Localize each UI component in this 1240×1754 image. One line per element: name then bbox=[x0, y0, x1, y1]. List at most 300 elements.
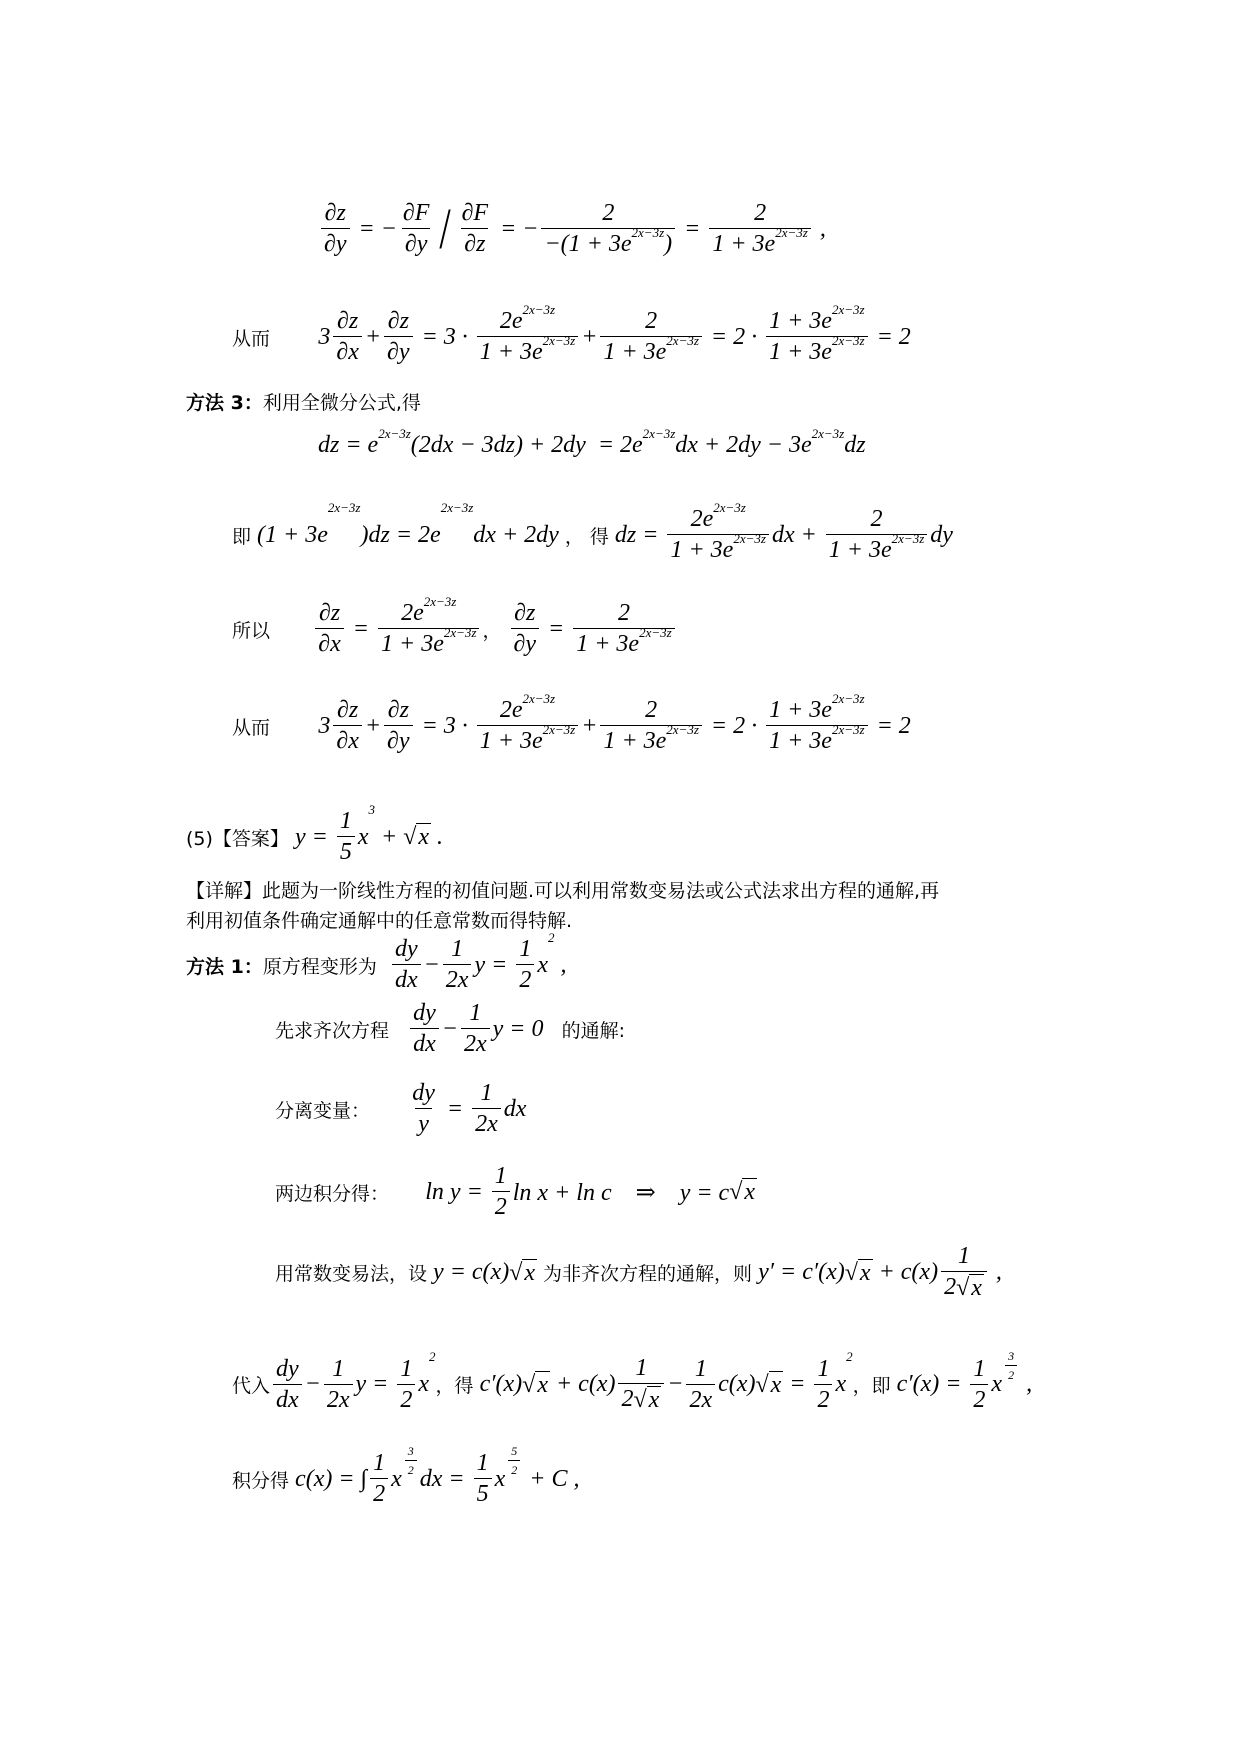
math-text: 1 + 3e bbox=[769, 728, 832, 754]
text: 从而 bbox=[232, 327, 319, 350]
math-text: ln y = bbox=[425, 1178, 489, 1205]
superscript bbox=[832, 302, 865, 318]
fraction bbox=[384, 308, 413, 366]
math-text: 3 bbox=[318, 323, 331, 350]
superscript bbox=[812, 426, 845, 442]
math-text: c(x) = ∫ bbox=[295, 1465, 368, 1492]
math-text: = bbox=[440, 1095, 470, 1122]
text: 先求齐次方程 bbox=[275, 1019, 408, 1042]
radicand: x bbox=[971, 1275, 982, 1301]
numerator bbox=[766, 691, 867, 725]
math-text: dx bbox=[394, 967, 418, 993]
superscript bbox=[846, 1349, 853, 1365]
square-root bbox=[845, 1259, 873, 1287]
fraction bbox=[409, 1080, 438, 1138]
math-text: dy bbox=[412, 1080, 435, 1106]
math-text: ∂y bbox=[324, 231, 347, 257]
math-text: 2 bbox=[846, 1349, 853, 1364]
text: ， 得 bbox=[558, 525, 615, 548]
fraction bbox=[492, 1163, 510, 1221]
math-text: 2x−3z bbox=[811, 426, 845, 441]
math-text: 1 bbox=[339, 808, 352, 834]
text: ，即 bbox=[852, 1375, 897, 1397]
bold-label: 方法 3： bbox=[186, 392, 263, 414]
math-text: dz = e bbox=[318, 432, 379, 458]
radicand: x bbox=[524, 1259, 536, 1286]
numerator bbox=[392, 936, 421, 964]
denominator bbox=[686, 1384, 715, 1414]
denominator bbox=[826, 531, 927, 564]
method-1-equation bbox=[186, 930, 567, 994]
math-text: + c(x) bbox=[549, 1371, 616, 1397]
denominator bbox=[392, 964, 421, 994]
numerator bbox=[405, 1444, 417, 1460]
fraction bbox=[392, 936, 421, 994]
math-text: 2e bbox=[401, 600, 424, 626]
superscript bbox=[666, 722, 699, 738]
denominator bbox=[397, 1384, 415, 1414]
math-text: 1 bbox=[469, 1000, 482, 1026]
denominator bbox=[477, 722, 578, 755]
math-text: 1 bbox=[694, 1355, 707, 1382]
denominator bbox=[415, 1108, 432, 1138]
math-text: 2x−3z bbox=[666, 722, 699, 737]
superscript bbox=[892, 531, 925, 547]
math-text: 2x−3z bbox=[713, 500, 746, 515]
math-text: 2 bbox=[547, 930, 555, 945]
text: 的通解: bbox=[543, 1019, 626, 1042]
math-text: dx bbox=[276, 1386, 299, 1413]
math-text: 1 bbox=[817, 1355, 830, 1382]
math-text: ∂z bbox=[336, 697, 359, 723]
fraction bbox=[405, 1444, 417, 1478]
math-text: −(1 + 3e bbox=[544, 231, 632, 257]
math-text: 2 bbox=[870, 506, 883, 532]
numerator bbox=[508, 1444, 520, 1460]
math-text: x bbox=[391, 1465, 402, 1492]
text: ， bbox=[482, 619, 508, 642]
detail-line-1: 【详解】此题为一阶线性方程的初值问题.可以利用常数变易法或公式法求出方程的通解,再 bbox=[186, 880, 940, 902]
math-text: − bbox=[423, 951, 440, 978]
text: ，得 bbox=[435, 1375, 480, 1397]
math-text: 1 bbox=[480, 1080, 493, 1106]
math-text: c′(x) = bbox=[896, 1371, 968, 1397]
fraction bbox=[941, 1243, 987, 1302]
denominator bbox=[443, 964, 472, 994]
fraction bbox=[618, 1355, 664, 1414]
fraction bbox=[766, 691, 867, 755]
math-text: 2x−3z bbox=[327, 500, 361, 515]
fraction bbox=[397, 1356, 415, 1414]
math-text: = 3 · bbox=[415, 712, 474, 739]
square-root bbox=[956, 1274, 984, 1302]
math-text: x bbox=[537, 951, 548, 978]
math-text: 2x−3z bbox=[733, 531, 766, 546]
formula-variation-of-constants bbox=[275, 1243, 1002, 1302]
square-root bbox=[755, 1371, 783, 1399]
fraction bbox=[324, 1356, 353, 1414]
superscript bbox=[733, 531, 766, 547]
fraction bbox=[333, 697, 362, 755]
math-text: 2x−3z bbox=[440, 500, 474, 515]
math-text: 2 bbox=[621, 1386, 634, 1412]
math-text: 5 bbox=[476, 1481, 489, 1507]
math-text: 2 bbox=[373, 1481, 386, 1507]
denominator bbox=[472, 1108, 501, 1138]
formula-conclusion-method3 bbox=[232, 691, 911, 755]
denominator bbox=[370, 1478, 388, 1508]
math-text: − bbox=[667, 1371, 684, 1397]
math-text: dz = bbox=[614, 521, 665, 548]
denominator bbox=[600, 722, 701, 755]
denominator bbox=[402, 228, 431, 258]
math-text: = − bbox=[352, 215, 397, 242]
math-text: dz bbox=[844, 432, 866, 458]
math-text: 1 + 3e bbox=[769, 697, 832, 723]
math-text: 2 bbox=[407, 1463, 414, 1477]
math-text: 1 bbox=[476, 1450, 489, 1476]
math-text: 2e bbox=[499, 697, 523, 723]
math-text: 1 bbox=[957, 1243, 970, 1269]
math-text: 2x−3z bbox=[522, 302, 556, 317]
math-text: 1 + 3e bbox=[603, 728, 667, 754]
math-text: 2x−3z bbox=[775, 225, 808, 240]
superscript bbox=[639, 625, 672, 641]
bold-label: 方法 1： bbox=[186, 955, 263, 978]
text: 积分得 bbox=[232, 1469, 296, 1492]
radicand: x bbox=[418, 824, 430, 850]
superscript bbox=[548, 930, 555, 946]
math-text: 3 bbox=[318, 712, 331, 739]
denominator bbox=[333, 336, 362, 366]
fraction bbox=[511, 600, 540, 658]
radical-sign: √ bbox=[844, 1259, 858, 1286]
math-text: 2x bbox=[445, 967, 469, 993]
formula-integrate-both-sides bbox=[275, 1163, 757, 1221]
superscript bbox=[429, 1349, 436, 1365]
math-text: 2 bbox=[944, 1274, 957, 1300]
fraction bbox=[709, 200, 810, 258]
fraction bbox=[459, 200, 492, 258]
superscript bbox=[424, 594, 457, 610]
denominator bbox=[461, 228, 488, 258]
numerator bbox=[642, 697, 660, 725]
radicand: x bbox=[770, 1371, 782, 1398]
text: 利用全微分公式,得 bbox=[262, 392, 421, 414]
math-text: 2x−3z bbox=[891, 531, 925, 546]
denominator bbox=[410, 1028, 439, 1058]
radical-sign: √ bbox=[522, 1371, 536, 1398]
radicand: x bbox=[648, 1387, 660, 1413]
denominator bbox=[941, 1271, 987, 1302]
math-text: 2x−3z bbox=[642, 426, 676, 441]
math-text: 2 bbox=[754, 200, 767, 226]
math-text: 2 bbox=[617, 600, 630, 626]
radical-sign: √ bbox=[633, 1387, 647, 1413]
math-text: ∂y bbox=[513, 631, 537, 657]
numerator bbox=[474, 1450, 492, 1478]
math-text: = 2 bbox=[870, 323, 911, 350]
math-text: ∂z bbox=[387, 697, 409, 723]
numerator bbox=[766, 302, 867, 336]
text: 所以 bbox=[232, 619, 313, 642]
radical-sign: √ bbox=[956, 1275, 970, 1301]
denominator bbox=[766, 722, 867, 755]
fraction bbox=[321, 200, 350, 258]
math-text: ln x + ln c ⇒ y = c bbox=[512, 1179, 730, 1206]
fraction bbox=[315, 600, 344, 658]
math-text: 1 + 3e bbox=[670, 537, 734, 563]
math-text: + bbox=[364, 712, 382, 739]
numerator bbox=[409, 1080, 438, 1108]
math-text: = 3 · bbox=[415, 323, 474, 350]
math-text: 2x−3z bbox=[831, 722, 865, 737]
fraction bbox=[443, 936, 472, 994]
math-text: 2 bbox=[973, 1386, 986, 1413]
denominator bbox=[333, 725, 362, 755]
fraction bbox=[541, 200, 675, 258]
math-text: 2x−3z bbox=[542, 333, 576, 348]
math-text: 2x bbox=[689, 1386, 713, 1413]
radical-sign: √ bbox=[755, 1371, 769, 1398]
numerator bbox=[516, 936, 534, 964]
fraction bbox=[970, 1356, 988, 1414]
denominator bbox=[474, 1478, 492, 1508]
math-text: 2x−3z bbox=[423, 594, 457, 609]
math-text: 1 + 3e bbox=[769, 308, 832, 334]
denominator bbox=[384, 725, 413, 755]
radical-sign: √ bbox=[403, 824, 417, 850]
superscript bbox=[368, 802, 375, 818]
method-3-heading bbox=[186, 388, 421, 415]
math-text: + C , bbox=[523, 1465, 580, 1492]
fraction bbox=[667, 500, 768, 564]
fraction bbox=[410, 1000, 439, 1058]
text: 为非齐次方程的通解，则 bbox=[537, 1263, 759, 1285]
fraction bbox=[333, 308, 362, 366]
denominator bbox=[1005, 1365, 1017, 1383]
numerator bbox=[477, 1080, 495, 1108]
math-text: 2x bbox=[463, 1031, 487, 1057]
math-text: y = c(x) bbox=[433, 1259, 510, 1285]
numerator bbox=[497, 691, 558, 725]
numerator bbox=[410, 1000, 439, 1028]
fraction bbox=[686, 1356, 715, 1414]
math-text: ∂z bbox=[514, 600, 536, 626]
numerator bbox=[370, 1450, 388, 1478]
numerator bbox=[955, 1243, 973, 1271]
division-slash: / bbox=[439, 196, 452, 261]
math-text: x bbox=[418, 1371, 430, 1397]
math-text: dx bbox=[503, 1095, 527, 1122]
formula-dz-dy bbox=[318, 196, 826, 261]
numerator bbox=[511, 600, 538, 628]
math-text: + bbox=[364, 323, 382, 350]
text: 原方程变形为 bbox=[262, 955, 389, 978]
numerator bbox=[334, 308, 361, 336]
superscript bbox=[543, 722, 576, 738]
math-text: dx + 2dy bbox=[473, 521, 559, 548]
superscript bbox=[713, 500, 746, 516]
math-text: 2 bbox=[400, 1386, 413, 1413]
superscript bbox=[1002, 1349, 1020, 1383]
denominator bbox=[508, 1460, 520, 1478]
math-text: 1 bbox=[373, 1450, 386, 1476]
numerator bbox=[751, 200, 769, 228]
math-text: 3 bbox=[1008, 1349, 1015, 1363]
math-text: , bbox=[813, 215, 826, 242]
numerator bbox=[599, 200, 617, 228]
numerator bbox=[398, 594, 459, 628]
superscript bbox=[444, 625, 477, 641]
square-root bbox=[522, 1371, 550, 1399]
numerator bbox=[334, 697, 361, 725]
superscript bbox=[523, 691, 556, 707]
math-text: (2dx − 3dz) + 2dy = 2e bbox=[410, 432, 643, 458]
math-text: ∂x bbox=[336, 339, 359, 365]
denominator bbox=[709, 225, 810, 258]
math-text: 2x−3z bbox=[631, 225, 665, 240]
math-text: y = bbox=[355, 1371, 395, 1397]
math-text: , bbox=[554, 951, 567, 978]
denominator bbox=[321, 228, 350, 258]
math-text: = 2 · bbox=[704, 712, 764, 739]
math-text: ∂F bbox=[461, 200, 489, 226]
denominator bbox=[405, 1460, 417, 1478]
math-text: ∂y bbox=[404, 231, 428, 257]
math-text: = bbox=[783, 1371, 812, 1397]
superscript bbox=[523, 302, 556, 318]
denominator bbox=[516, 964, 534, 994]
math-text: ∂x bbox=[336, 728, 359, 754]
math-text: 1 + 3e bbox=[828, 537, 892, 563]
numerator bbox=[970, 1356, 988, 1384]
denominator bbox=[384, 336, 413, 366]
detail-line-2: 利用初值条件确定通解中的任意常数而得特解. bbox=[186, 910, 573, 932]
text: 从而 bbox=[232, 716, 319, 739]
square-root bbox=[509, 1259, 537, 1287]
math-text: 2 bbox=[645, 308, 658, 334]
math-text: = 2 bbox=[870, 712, 911, 739]
square-root bbox=[633, 1386, 661, 1414]
numerator bbox=[688, 500, 749, 534]
math-text: ) bbox=[664, 231, 673, 257]
formula-conclusion-method2 bbox=[232, 302, 911, 366]
math-text: 1 bbox=[973, 1355, 986, 1382]
answer-5 bbox=[186, 802, 444, 866]
math-text: 2x−3z bbox=[443, 625, 477, 640]
fraction bbox=[273, 1356, 302, 1414]
math-text: = − bbox=[494, 215, 539, 242]
math-text: 2x−3z bbox=[831, 302, 865, 317]
numerator bbox=[1005, 1349, 1017, 1365]
denominator bbox=[337, 836, 355, 866]
math-text: ∂x bbox=[318, 631, 341, 657]
denominator bbox=[378, 625, 479, 658]
math-text: dx bbox=[413, 1031, 436, 1057]
denominator bbox=[492, 1191, 510, 1221]
superscript bbox=[832, 722, 865, 738]
math-text: (1 + 3e bbox=[257, 521, 328, 548]
denominator bbox=[573, 625, 674, 658]
math-text: y bbox=[418, 1111, 429, 1137]
math-text: 2e bbox=[690, 506, 714, 532]
fraction bbox=[472, 1080, 501, 1138]
square-root bbox=[403, 823, 431, 851]
math-text: dx + bbox=[771, 521, 823, 548]
math-text: 2 bbox=[494, 1194, 507, 1220]
math-text: 2x−3z bbox=[831, 333, 865, 348]
superscript bbox=[328, 500, 361, 516]
math-text: x bbox=[494, 1465, 506, 1492]
superscript bbox=[402, 1444, 420, 1478]
math-text: , bbox=[989, 1259, 1002, 1285]
formula-homogeneous bbox=[275, 1000, 625, 1058]
math-text: x bbox=[991, 1371, 1003, 1397]
numerator bbox=[273, 1356, 302, 1384]
denominator bbox=[324, 1384, 353, 1414]
math-text: ∂z bbox=[324, 200, 346, 226]
math-text: 2 bbox=[602, 200, 615, 226]
math-text: , bbox=[1020, 1371, 1033, 1397]
math-text: 5 bbox=[339, 839, 352, 865]
math-text: ∂z bbox=[318, 600, 341, 626]
text: 代入 bbox=[232, 1375, 271, 1397]
math-text: − bbox=[441, 1015, 458, 1042]
math-text: 1 + 3e bbox=[576, 631, 640, 657]
math-text: + bbox=[581, 323, 598, 350]
superscript bbox=[543, 333, 576, 349]
formula-integral-c bbox=[232, 1444, 580, 1508]
fraction bbox=[516, 936, 534, 994]
formula-substitute bbox=[232, 1349, 1033, 1414]
fraction bbox=[1005, 1349, 1017, 1383]
math-text: 2 bbox=[645, 697, 658, 723]
denominator bbox=[461, 1028, 490, 1058]
formula-partials bbox=[232, 594, 678, 658]
math-text: − bbox=[304, 1371, 321, 1397]
radical-sign: √ bbox=[509, 1259, 523, 1286]
text: 两边积分得： bbox=[275, 1182, 426, 1205]
math-text: + bbox=[374, 823, 404, 850]
formula-ji bbox=[232, 500, 953, 564]
math-text: 1 bbox=[332, 1355, 345, 1382]
math-text: ∂F bbox=[402, 200, 430, 226]
superscript bbox=[378, 426, 411, 442]
numerator bbox=[868, 506, 886, 534]
math-text: 2x−3z bbox=[831, 691, 865, 706]
numerator bbox=[337, 808, 355, 836]
math-text: 2 bbox=[817, 1386, 830, 1413]
fraction bbox=[826, 506, 927, 564]
math-text: 2 bbox=[511, 1463, 518, 1477]
math-text: 2x−3z bbox=[666, 333, 699, 348]
denominator bbox=[814, 1384, 832, 1414]
math-text: 2 bbox=[429, 1349, 436, 1364]
fraction bbox=[477, 302, 578, 366]
math-text: c′(x) bbox=[479, 1371, 523, 1397]
math-text: = bbox=[678, 215, 707, 242]
math-text: 1 + 3e bbox=[769, 339, 832, 365]
text: 分离变量： bbox=[275, 1099, 407, 1122]
math-text: 1 bbox=[519, 936, 532, 962]
fraction bbox=[337, 808, 355, 866]
superscript bbox=[632, 225, 665, 241]
math-text: 2x bbox=[326, 1386, 350, 1413]
fraction bbox=[600, 308, 701, 366]
math-text: y = bbox=[294, 823, 334, 850]
math-text: ∂z bbox=[387, 308, 409, 334]
